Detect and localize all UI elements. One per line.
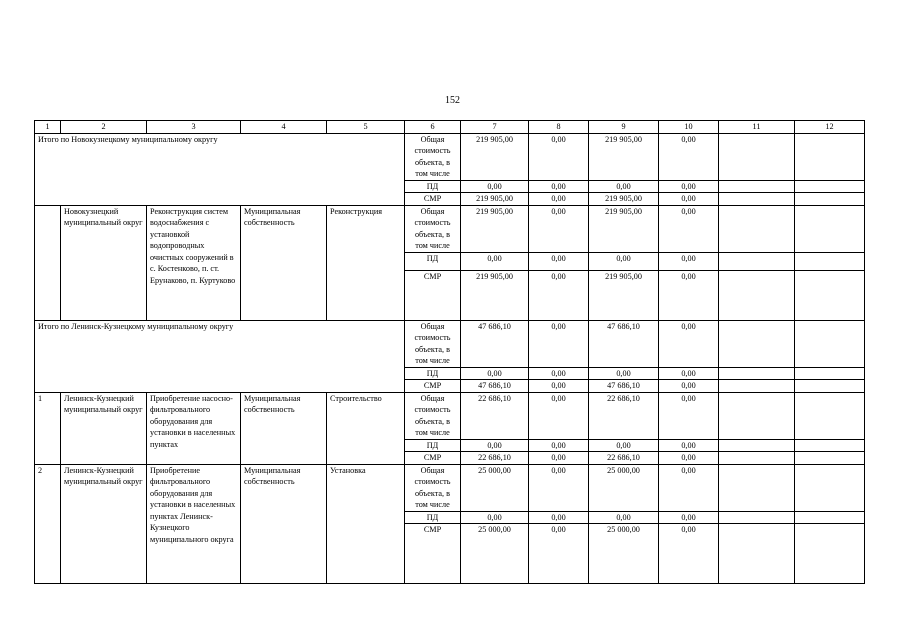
value-cell: 0,00 — [659, 367, 719, 380]
empty-cell — [795, 180, 865, 193]
cost-type-cell: СМР — [405, 193, 461, 206]
cost-type-cell: СМР — [405, 452, 461, 465]
cost-type-cell: Общая стоимость объекта, в том числе — [405, 320, 461, 367]
value-cell: 0,00 — [659, 392, 719, 439]
value-cell: 0,00 — [461, 180, 529, 193]
value-cell: 0,00 — [529, 252, 589, 270]
value-cell: 0,00 — [529, 392, 589, 439]
value-cell: 0,00 — [589, 511, 659, 524]
value-cell: 0,00 — [659, 193, 719, 206]
empty-cell — [795, 205, 865, 252]
value-cell: 219 905,00 — [461, 270, 529, 320]
value-cell: 0,00 — [529, 367, 589, 380]
value-cell: 0,00 — [461, 439, 529, 452]
empty-cell — [719, 205, 795, 252]
value-cell: 0,00 — [589, 252, 659, 270]
empty-cell — [719, 452, 795, 465]
value-cell: 219 905,00 — [461, 193, 529, 206]
column-header: 12 — [795, 121, 865, 134]
cost-type-cell: ПД — [405, 439, 461, 452]
value-cell: 0,00 — [589, 180, 659, 193]
page-number: 152 — [445, 95, 460, 106]
empty-cell — [719, 367, 795, 380]
empty-cell — [795, 464, 865, 511]
empty-cell — [719, 380, 795, 393]
value-cell: 0,00 — [529, 320, 589, 367]
budget-table — [34, 120, 865, 584]
work-type-cell: Строительство — [327, 392, 405, 464]
empty-cell — [719, 193, 795, 206]
cost-type-cell: Общая стоимость объекта, в том числе — [405, 133, 461, 180]
cost-type-cell: СМР — [405, 524, 461, 584]
total-row — [35, 320, 865, 367]
column-header: 2 — [61, 121, 147, 134]
work-type-cell: Установка — [327, 464, 405, 584]
value-cell: 0,00 — [659, 439, 719, 452]
value-cell: 47 686,10 — [589, 320, 659, 367]
total-label: Итого по Новокузнецкому муниципальному округу — [35, 133, 405, 205]
work-type-cell: Реконструкция — [327, 205, 405, 320]
value-cell: 25 000,00 — [461, 464, 529, 511]
value-cell: 0,00 — [529, 270, 589, 320]
value-cell: 0,00 — [529, 452, 589, 465]
item-row — [35, 392, 865, 439]
value-cell: 47 686,10 — [461, 380, 529, 393]
value-cell: 0,00 — [529, 205, 589, 252]
ownership-cell: Муниципальная собственность — [241, 392, 327, 464]
total-label: Итого по Ленинск-Кузнецкому муниципальному округу — [35, 320, 405, 392]
empty-cell — [719, 133, 795, 180]
column-header: 1 — [35, 121, 61, 134]
cost-type-cell: ПД — [405, 367, 461, 380]
empty-cell — [719, 392, 795, 439]
empty-cell — [719, 320, 795, 367]
cost-type-cell: Общая стоимость объекта, в том числе — [405, 392, 461, 439]
empty-cell — [795, 320, 865, 367]
value-cell: 0,00 — [659, 380, 719, 393]
empty-cell — [795, 524, 865, 584]
value-cell: 0,00 — [529, 464, 589, 511]
value-cell: 47 686,10 — [589, 380, 659, 393]
empty-cell — [795, 380, 865, 393]
empty-cell — [795, 439, 865, 452]
column-header: 10 — [659, 121, 719, 134]
value-cell: 0,00 — [659, 133, 719, 180]
header-row — [35, 121, 865, 134]
value-cell: 0,00 — [461, 511, 529, 524]
cost-type-cell: ПД — [405, 252, 461, 270]
empty-cell — [795, 270, 865, 320]
municipality-cell: Новокузнецкий муниципальный округ — [61, 205, 147, 320]
value-cell: 0,00 — [659, 180, 719, 193]
cost-type-cell: Общая стоимость объекта, в том числе — [405, 205, 461, 252]
value-cell: 22 686,10 — [461, 452, 529, 465]
value-cell: 0,00 — [529, 524, 589, 584]
value-cell: 0,00 — [461, 252, 529, 270]
cost-type-cell: СМР — [405, 270, 461, 320]
value-cell: 219 905,00 — [589, 133, 659, 180]
empty-cell — [795, 392, 865, 439]
table-body — [35, 121, 865, 584]
municipality-cell: Ленинск-Кузнецкий муниципальный округ — [61, 392, 147, 464]
cost-type-cell: Общая стоимость объекта, в том числе — [405, 464, 461, 511]
empty-cell — [795, 452, 865, 465]
value-cell: 0,00 — [659, 252, 719, 270]
empty-cell — [719, 180, 795, 193]
empty-cell — [719, 524, 795, 584]
value-cell: 219 905,00 — [589, 193, 659, 206]
value-cell: 0,00 — [659, 524, 719, 584]
value-cell: 22 686,10 — [461, 392, 529, 439]
value-cell: 0,00 — [659, 464, 719, 511]
value-cell: 0,00 — [529, 380, 589, 393]
empty-cell — [795, 252, 865, 270]
column-header: 9 — [589, 121, 659, 134]
value-cell: 25 000,00 — [461, 524, 529, 584]
value-cell: 0,00 — [529, 511, 589, 524]
value-cell: 0,00 — [529, 133, 589, 180]
value-cell: 0,00 — [461, 367, 529, 380]
item-row — [35, 464, 865, 511]
column-header: 8 — [529, 121, 589, 134]
column-header: 11 — [719, 121, 795, 134]
value-cell: 0,00 — [529, 439, 589, 452]
value-cell: 219 905,00 — [589, 270, 659, 320]
object-description-cell: Приобретение насосно-фильтровального оборудования для установки в населенных пунктах — [147, 392, 241, 464]
column-header: 3 — [147, 121, 241, 134]
object-description-cell: Приобретение фильтровального оборудования для установки в населенных пунктах Ленинск-Кузнецкого муниципального округа — [147, 464, 241, 584]
value-cell: 0,00 — [589, 439, 659, 452]
value-cell: 219 905,00 — [461, 133, 529, 180]
value-cell: 22 686,10 — [589, 392, 659, 439]
ownership-cell: Муниципальная собственность — [241, 205, 327, 320]
cost-type-cell: ПД — [405, 511, 461, 524]
column-header: 6 — [405, 121, 461, 134]
empty-cell — [795, 367, 865, 380]
value-cell: 0,00 — [529, 193, 589, 206]
column-header: 4 — [241, 121, 327, 134]
cost-type-cell: СМР — [405, 380, 461, 393]
municipality-cell: Ленинск-Кузнецкий муниципальный округ — [61, 464, 147, 584]
value-cell: 0,00 — [659, 452, 719, 465]
column-header: 5 — [327, 121, 405, 134]
empty-cell — [719, 252, 795, 270]
value-cell: 25 000,00 — [589, 464, 659, 511]
value-cell: 0,00 — [659, 205, 719, 252]
ownership-cell: Муниципальная собственность — [241, 464, 327, 584]
value-cell: 0,00 — [659, 511, 719, 524]
value-cell: 25 000,00 — [589, 524, 659, 584]
value-cell: 0,00 — [589, 367, 659, 380]
item-number: 1 — [35, 392, 61, 464]
value-cell: 0,00 — [659, 270, 719, 320]
empty-cell — [719, 270, 795, 320]
value-cell: 47 686,10 — [461, 320, 529, 367]
empty-cell — [795, 133, 865, 180]
empty-cell — [719, 511, 795, 524]
empty-cell — [719, 464, 795, 511]
empty-cell — [719, 439, 795, 452]
value-cell: 219 905,00 — [461, 205, 529, 252]
empty-cell — [795, 193, 865, 206]
item-row — [35, 205, 865, 252]
item-number — [35, 205, 61, 320]
column-header: 7 — [461, 121, 529, 134]
value-cell: 0,00 — [659, 320, 719, 367]
item-number: 2 — [35, 464, 61, 584]
value-cell: 219 905,00 — [589, 205, 659, 252]
cost-type-cell: ПД — [405, 180, 461, 193]
total-row — [35, 133, 865, 180]
value-cell: 22 686,10 — [589, 452, 659, 465]
empty-cell — [795, 511, 865, 524]
value-cell: 0,00 — [529, 180, 589, 193]
object-description-cell: Реконструкция систем водоснабжения с установкой водопроводных очистных сооружений в с. Костенково, п. ст. Ерунаково, п. Куртуково — [147, 205, 241, 320]
